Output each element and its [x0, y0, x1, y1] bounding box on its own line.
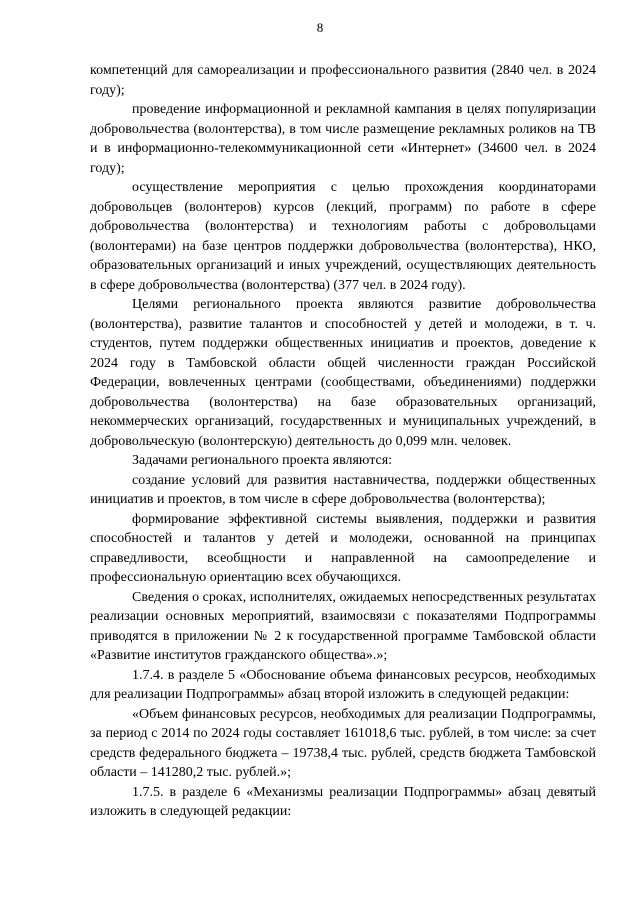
paragraph: компетенций для самореализации и профессионального развития (2840 чел. в 2024 году); [90, 63, 596, 98]
paragraph: создание условий для развития наставничества, поддержки общественных инициатив и проектов, в том числе в сфере добровольчества (волонтерства); [90, 472, 596, 507]
document-body [90, 61, 596, 822]
page-number: 8 [316, 20, 324, 35]
paragraph: Задачами регионального проекта являются: [132, 453, 393, 468]
paragraph: осуществление мероприятия с целью прохождения координаторами добровольцев (волонтеров) курсов (лекций, программ) по работе в сфере добровольчества (волонтерства) и технологиям работы с добровольцами (волонтерами) на базе центров поддержки добровольчества (волонтерства), НКО, образовательных организаций и иных учреждений, осуществляющих деятельность в сфере добровольчества (волонтерства) (377 чел. в 2024 году). [90, 180, 596, 293]
paragraph: проведение информационной и рекламной кампания в целях популяризации добровольчества (волонтерства), в том числе размещение рекламных роликов на ТВ и в информационно-телекоммуникационной сети «Интернет» (34600 чел. в 2024 году); [90, 102, 596, 176]
paragraph: формирование эффективной системы выявления, поддержки и развития способностей и талантов у детей и молодежи, основанной на принципах справедливости, всеобщности и направленной на самоопределение и профессиональную ориентацию всех обучающихся. [90, 511, 596, 585]
paragraph: Сведения о сроках, исполнителях, ожидаемых непосредственных результатах реализации основных мероприятий, взаимосвязи с показателями Подпрограммы приводятся в приложении № 2 к государственной программе Тамбовской области «Развитие институтов гражданского общества».»; [90, 589, 596, 663]
paragraph: «Объем финансовых ресурсов, необходимых для реализации Подпрограммы, за период с 2014 по 2024 годы составляет 161018,6 тыс. рублей, в том числе: за счет средств федерального бюджета – 19738,4 тыс. рублей, средств бюджета Тамбовской области – 141280,2 тыс. рублей.»; [90, 706, 596, 780]
paragraph: 1.7.5. в разделе 6 «Механизмы реализации Подпрограммы» абзац девятый изложить в следующей редакции: [90, 784, 596, 819]
paragraph: 1.7.4. в разделе 5 «Обоснование объема финансовых ресурсов, необходимых для реализации Подпрограммы» абзац второй изложить в следующей редакции: [90, 667, 596, 702]
paragraph: Целями регионального проекта являются развитие добровольчества (волонтерства), развитие талантов и способностей у детей и молодежи, в т. ч. студентов, путем поддержки общественных инициатив и проектов, доведение к 2024 году в Тамбовской области общей численности граждан Российской Федерации, вовлеченных центрами (сообществами, объединениями) поддержки добровольчества (волонтерства) на базе образовательных организаций, некоммерческих организаций, государственных и муниципальных учреждений, в добровольческую (волонтерскую) деятельность до 0,099 млн. человек. [90, 297, 596, 449]
